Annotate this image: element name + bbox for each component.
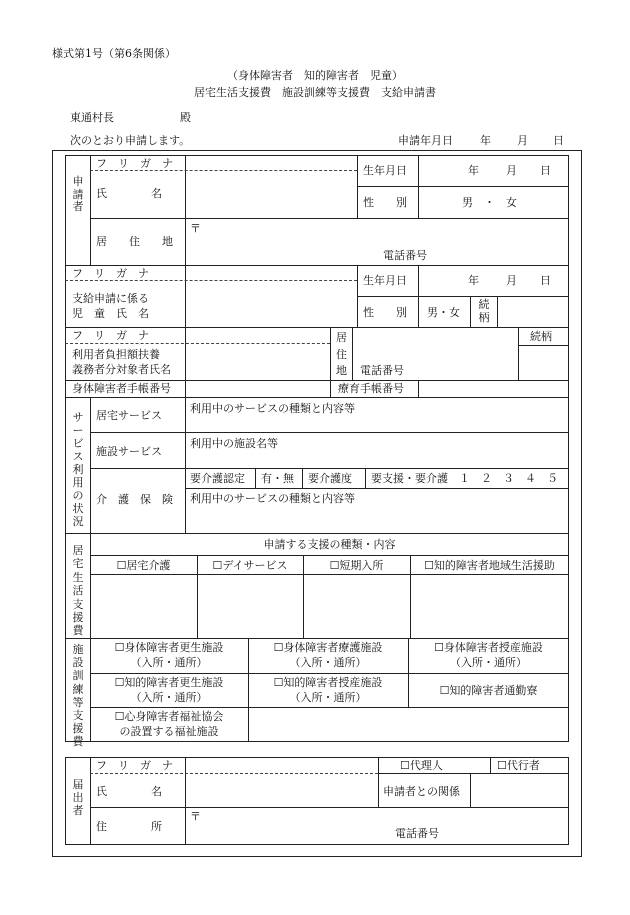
applicant-postal-mark: 〒: [190, 222, 201, 235]
filer-section-label: 届 出 者: [72, 778, 84, 818]
filer-proxy-option[interactable]: ☐代行者: [497, 759, 540, 772]
facility-welfare-association[interactable]: ☐心身障害者福祉協会: [114, 710, 224, 723]
child-relation-label: 続 柄: [478, 298, 490, 324]
title-line1: （身体障害者 知的障害者 児童）: [227, 69, 403, 82]
child-birth-day: 日: [540, 274, 551, 287]
ryoiku-handbook-label: 療育手帳番号: [338, 382, 404, 395]
facility-physical-rehab-sub: （入所・通所）: [130, 656, 208, 669]
child-sex-label: 性 別: [363, 306, 407, 319]
facility-intellectual-rehab-sub: （入所・通所）: [130, 691, 208, 704]
option-home-care[interactable]: ☐居宅介護: [116, 559, 171, 572]
care-cert-label: 要介護認定: [190, 472, 245, 485]
facility-intellectual-work[interactable]: ☐知的障害者授産施設: [273, 676, 383, 689]
obligor-furigana-label: フ リ ガ ナ: [72, 329, 149, 342]
home-service-label: 居宅サービス: [96, 409, 162, 422]
applicant-birth-label: 生年月日: [363, 164, 407, 177]
option-community-living[interactable]: ☐知的障害者地域生活援助: [424, 559, 555, 572]
child-label-line1: 支給申請に係る: [72, 292, 149, 305]
facility-intellectual-work-sub: （入所・通所）: [289, 691, 367, 704]
apply-date-month: 月: [517, 134, 528, 147]
child-label-line2: 児 童 氏 名: [72, 307, 149, 320]
service-status-section-label: サ ー ビ ス 利 用 の 状 況: [72, 411, 84, 528]
facility-support-section-label: 施 設 訓 練 等 支 援 費: [72, 643, 84, 749]
applicant-name-label: 氏 名: [96, 187, 162, 200]
applicant-section-label: 申 請 者: [72, 175, 84, 214]
child-birth-month: 月: [506, 274, 517, 287]
home-service-note: 利用中のサービスの種類と内容等: [190, 402, 355, 415]
facility-physical-work-sub: （入所・通所）: [450, 656, 527, 669]
filer-phone-label: 電話番号: [395, 827, 439, 840]
facility-intellectual-commute[interactable]: ☐知的障害者通勤寮: [439, 684, 538, 697]
home-support-header: 申請する支援の種類・内容: [263, 538, 396, 551]
obligor-relation-label: 続柄: [530, 330, 552, 343]
facility-physical-rehab[interactable]: ☐身体障害者更生施設: [114, 641, 224, 654]
addressee: 東通村長: [70, 111, 114, 124]
filer-agent-option[interactable]: ☐代理人: [400, 759, 443, 772]
child-furigana-label: フ リ ガ ナ: [72, 267, 149, 280]
care-note: 利用中のサービスの種類と内容等: [190, 492, 355, 505]
facility-physical-nursing-sub: （入所・通所）: [289, 656, 367, 669]
title-line2: 居宅生活支援費 施設訓練等支援費 支給申請書: [194, 86, 436, 99]
applicant-furigana-label: フ リ ガ ナ: [96, 157, 173, 170]
facility-physical-nursing[interactable]: ☐身体障害者療護施設: [273, 641, 383, 654]
applicant-birth-year: 年: [468, 164, 479, 177]
child-sex-options[interactable]: 男・女: [427, 306, 460, 319]
option-day-service[interactable]: ☐デイサービス: [212, 559, 288, 572]
obligor-label-line2: 義務者分対象者氏名: [72, 363, 171, 376]
facility-welfare-association-sub: の設置する福祉施設: [119, 725, 219, 738]
care-level-options[interactable]: 要支援・要介護 １ ２ ３ ４ ５: [371, 472, 558, 485]
facility-intellectual-rehab[interactable]: ☐知的障害者更生施設: [114, 676, 224, 689]
apply-date-day: 日: [553, 134, 564, 147]
applicant-phone-label: 電話番号: [383, 249, 427, 262]
intro-text: 次のとおり申請します。: [70, 134, 191, 147]
facility-service-note: 利用中の施設名等: [190, 437, 278, 450]
physical-handbook-label: 身体障害者手帳番号: [72, 382, 171, 395]
applicant-address-label: 居 住 地: [96, 235, 173, 248]
filer-relation-label: 申請者との関係: [383, 785, 460, 798]
care-insurance-label: 介 護 保 険: [96, 493, 173, 506]
obligor-phone-label: 電話番号: [360, 364, 404, 377]
filer-furigana-label: フ リ ガ ナ: [96, 759, 173, 772]
apply-date-label: 申請年月日: [398, 134, 453, 147]
care-level-label: 要介護度: [308, 472, 352, 485]
applicant-sex-label: 性 別: [363, 196, 407, 209]
child-birth-year: 年: [468, 274, 479, 287]
filer-postal-mark: 〒: [190, 810, 201, 823]
apply-date-year: 年: [480, 134, 491, 147]
care-cert-options[interactable]: 有・無: [261, 472, 294, 485]
obligor-residence-label: 居 住 地: [336, 331, 347, 377]
filer-name-label: 氏 名: [96, 785, 162, 798]
applicant-birth-day: 日: [540, 164, 551, 177]
home-support-section-label: 居 宅 生 活 支 援 費: [72, 544, 84, 638]
child-birth-label: 生年月日: [363, 274, 407, 287]
facility-service-label: 施設サービス: [96, 445, 162, 458]
option-short-stay[interactable]: ☐短期入所: [329, 559, 384, 572]
applicant-sex-options[interactable]: 男 ・ 女: [462, 196, 517, 209]
facility-physical-work[interactable]: ☐身体障害者授産施設: [434, 641, 543, 654]
filer-address-label: 住 所: [96, 820, 162, 833]
applicant-birth-month: 月: [506, 164, 517, 177]
addressee-suffix: 殿: [180, 111, 191, 124]
obligor-label-line1: 利用者負担額扶養: [72, 348, 160, 361]
form-number: 様式第1号（第6条関係）: [52, 47, 176, 60]
